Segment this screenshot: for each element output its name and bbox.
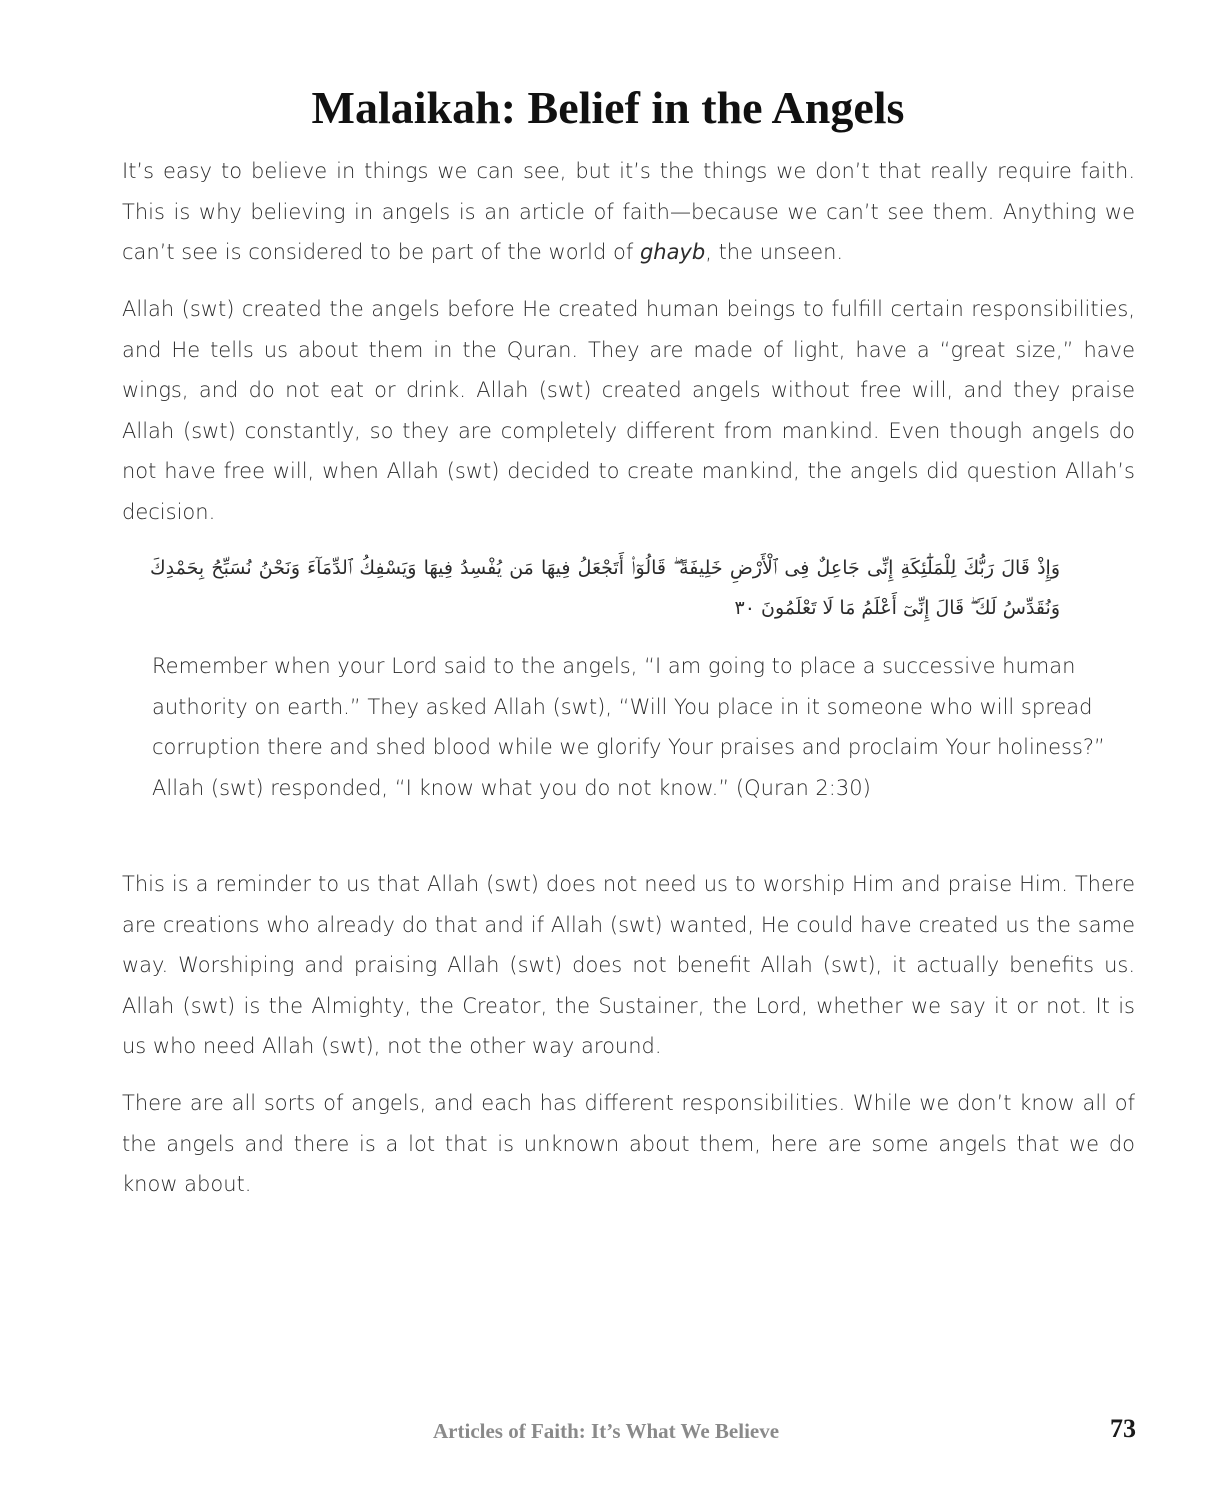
ghayb-term: ghayb — [639, 240, 706, 264]
paragraph-creation: Allah (swt) created the angels before He created human beings to fulfill certain responsibilities, and He tells us about them in the Quran. They are made of light, have a “great size,” have wings, and do not eat or drink. Allah (swt) created angels without free will, and they praise Allah (swt) constantly, so they are completely different from mankind. Even though angels do not have free will, when Allah (swt) decided to create mankind, the angels did question Allah’s decision. — [122, 297, 1135, 524]
running-footer-title: Articles of Faith: It’s What We Believe — [433, 1419, 780, 1443]
paragraph-intro — [122, 151, 1135, 273]
paragraph-intro-end: , the unseen. — [705, 240, 844, 264]
page-number: 73 — [1110, 1414, 1136, 1443]
paragraph-intro-text: It’s easy to believe in things we can see, but it’s the things we don’t that really require faith. This is why believing in angels is an article of faith—because we can’t see them. Anything we can’t see is considered to be part of the world of — [122, 159, 1135, 264]
paragraph-types-of-angels: There are all sorts of angels, and each has different responsibilities. While we don’t know all of the angels and there is a lot that is unknown about them, here are some angels that we do know about. — [122, 1091, 1135, 1196]
arabic-verse: وَإِذْ قَالَ رَبُّكَ لِلْمَلَٰٓئِكَةِ إِنِّى جَاعِلٌ فِى ٱلْأَرْضِ خَلِيفَةً ۖ قَالُوٓا۟ أَتَجْعَلُ فِيهَا مَن يُفْسِدُ فِيهَا وَيَسْفِكُ ٱلدِّمَآءَ وَنَحْنُ نُسَبِّحُ بِحَمْدِكَ وَنُقَدِّسُ لَكَ ۖ قَالَ إِنِّىٓ أَعْلَمُ مَا لَا تَعْلَمُونَ ٣٠ — [150, 557, 1060, 619]
verse-translation: Remember when your Lord said to the angels, “I am going to place a successive human authority on earth.” They asked Allah (swt), “Will You place in it someone who will spread corruption there and shed blood while we glorify Your praises and proclaim Your holiness?” Allah (swt) responded, “I know what you do not know.” (Quran 2:30) — [152, 654, 1105, 800]
page-title: Malaikah: Belief in the Angels — [311, 82, 905, 133]
paragraph-reminder: This is a reminder to us that Allah (swt) does not need us to worship Him and praise Him. There are creations who already do that and if Allah (swt) wanted, He could have created us the same way. Worshiping and praising Allah (swt) does not benefit Allah (swt), it actually benefits us. Allah (swt) is the Almighty, the Creator, the Sustainer, the Lord, whether we say it or not. It is us who need Allah (swt), not the other way around. — [122, 872, 1135, 1058]
